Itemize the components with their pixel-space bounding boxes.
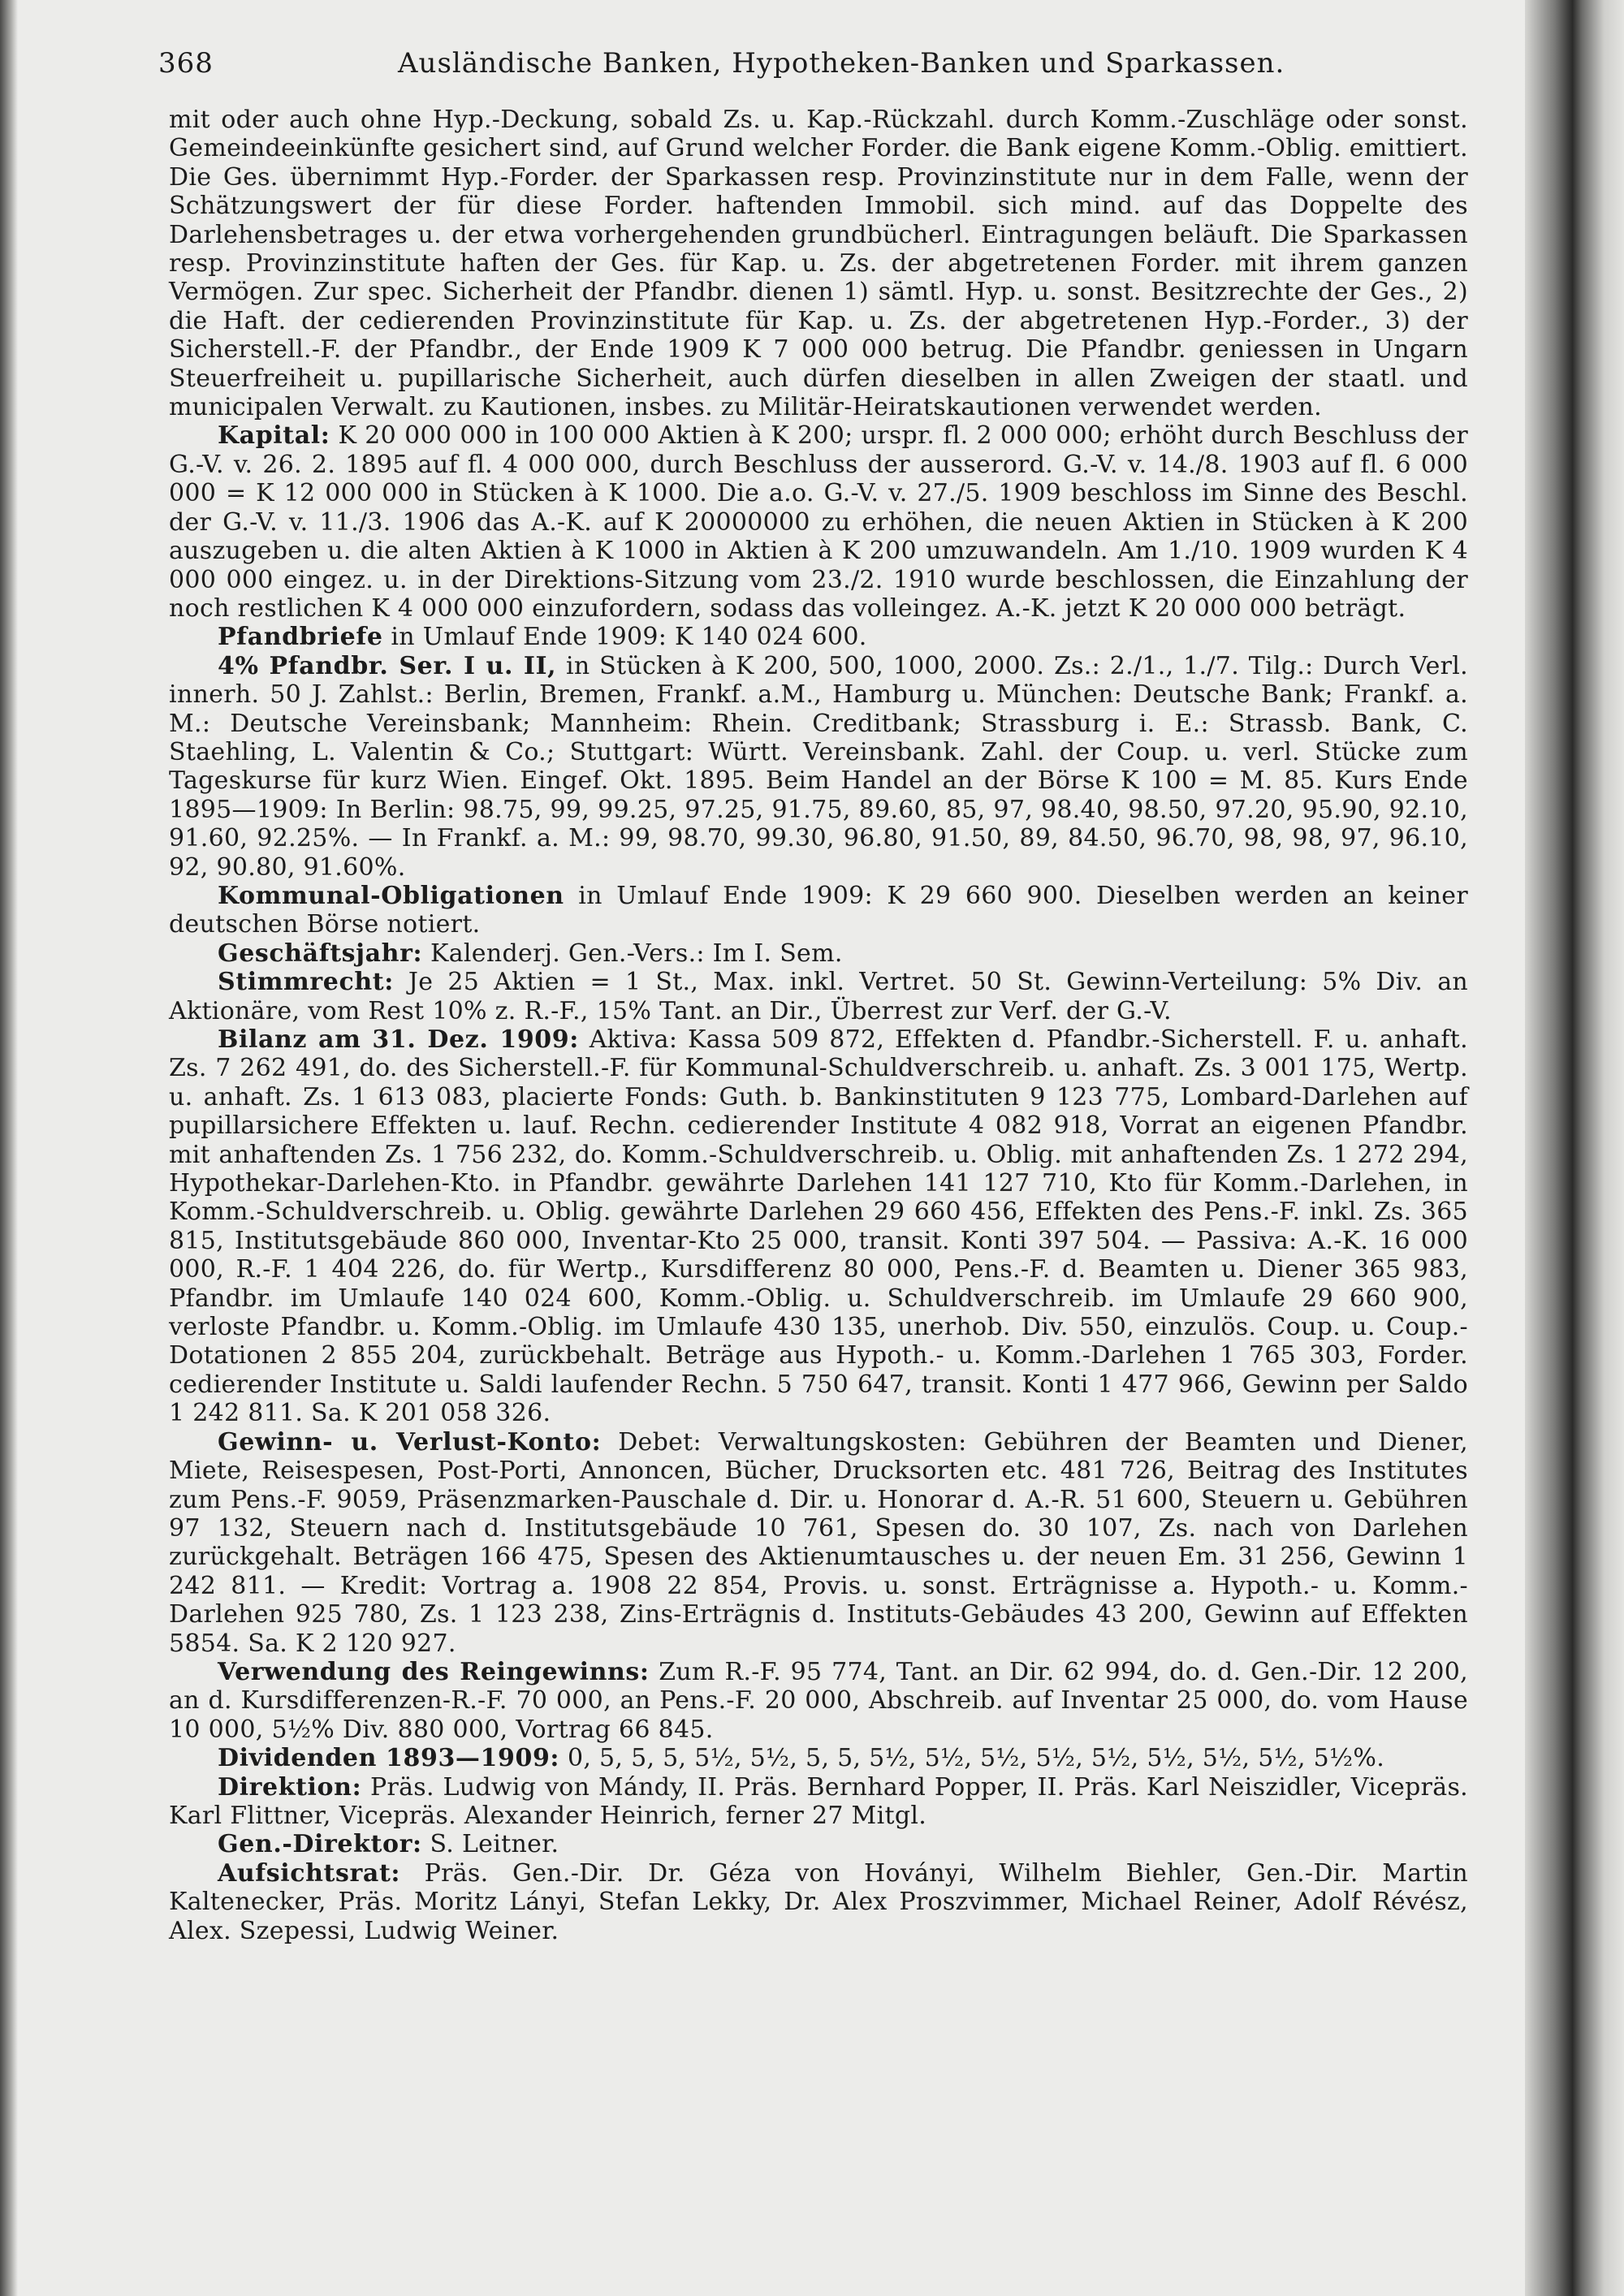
paragraph-text: in Umlauf Ende 1909: K 140 024 600. bbox=[382, 623, 867, 652]
paragraph-heading: Kommunal-Obligationen bbox=[218, 881, 564, 910]
page-number: 368 bbox=[158, 47, 214, 80]
paragraph-gewinn-verlust bbox=[169, 1428, 1468, 1658]
paragraph-gen-direktor bbox=[169, 1830, 1468, 1858]
paragraph-dividenden bbox=[169, 1744, 1468, 1772]
paragraph-heading: Dividenden 1893—1909: bbox=[218, 1744, 560, 1773]
paragraph-heading: 4% Pfandbr. Ser. I u. II, bbox=[218, 651, 557, 680]
paragraph-text: in Stücken à K 200, 500, 1000, 2000. Zs.: 2./1., 1./7. Tilg.: Durch Verl. innerh. 50 J. Zahlst.: Berlin, Bremen, Frankf. a.M., Hamburg u. München: Deutsche Bank; Frankf. a. M.: Deutsche Vereinsbank; Mannheim: Rhein. Creditbank; Strassburg i. E.: Strassb. Bank, C. Staehling, L. Valentin & Co.; Stuttgart: Württ. Vereinsbank. Zahl. der Coup. u. verl. Stücke zum Tageskurse für kurz Wien. Eingef. Okt. 1895. Beim Handel an der Börse K 100 = M. 85. Kurs Ende 1895—1909: In Berlin: 98.75, 99, 99.25, 97.25, 91.75, 89.60, 85, 97, 98.40, 98.50, 97.20, 95.90, 92.10, 91.60, 92.25%. — In Frankf. a. M.: 99, 98.70, 99.30, 96.80, 91.50, 89, 84.50, 96.70, 98, 98, 97, 96.10, 92, 90.80, 91.60%. bbox=[169, 651, 1469, 882]
paragraph-text: Je 25 Aktien = 1 St., Max. inkl. Vertret. 50 St. Gewinn-Verteilung: 5% Div. an Aktionäre, vom Rest 10% z. R.-F., 15% Tant. an Dir., Überrest zur Verf. der G.-V. bbox=[169, 968, 1468, 1025]
paragraph-aufsichtsrat bbox=[169, 1859, 1468, 1945]
paragraph-heading: Direktion: bbox=[218, 1772, 362, 1802]
paragraph-heading: Pfandbriefe bbox=[218, 623, 383, 652]
paragraph-text: K 20 000 000 in 100 000 Aktien à K 200; urspr. fl. 2 000 000; erhöht durch Beschluss der G.-V. v. 26. 2. 1895 auf fl. 4 000 000, durch Beschluss der ausserord. G.-V. v. 14./8. 1903 auf fl. 6 000 000 = K 12 000 000 in Stücken à K 1000. Die a.o. G.-V. v. 27./5. 1909 beschloss im Sinne des Beschl. der G.-V. v. 11./3. 1906 das A.-K. auf K 20000000 zu erhöhen, die neuen Aktien in Stücken à K 200 auszugeben u. die alten Aktien à K 1000 in Aktien à K 200 umzuwandeln. Am 1./10. 1909 wurden K 4 000 000 eingez. u. in der Direktions-Sitzung vom 23./2. 1910 wurde beschlossen, die Einzahlung der noch restlichen K 4 000 000 einzufordern, sodass das volleingez. A.-K. jetzt K 20 000 000 beträgt. bbox=[169, 421, 1468, 623]
paragraph-text: Präs. Ludwig von Mándy, II. Präs. Bernhard Popper, II. Präs. Karl Neiszidler, Vicepräs. Karl Flittner, Vicepräs. Alexander Heinrich, ferner 27 Mitgl. bbox=[169, 1772, 1468, 1830]
paragraph-kapital bbox=[169, 421, 1468, 623]
paragraph-text: 0, 5, 5, 5, 5½, 5½, 5, 5, 5½, 5½, 5½, 5½, 5½, 5½, 5½, 5½, 5½%. bbox=[559, 1744, 1385, 1773]
paragraph-text: Debet: Verwaltungskosten: Gebühren der Beamten und Diener, Miete, Reisespesen, Post-Porti, Annoncen, Bücher, Drucksorten etc. 481 726, Beitrag des Institutes zum Pens.-F. 9059, Präsenzmarken-Pauschale d. Dir. u. Honorar d. A.-R. 51 600, Steuern u. Gebühren 97 132, Steuern nach d. Institutsgebäude 10 761, Spesen do. 30 107, Zs. nach von Darlehen zurückgehalt. Beträgen 166 475, Spesen des Aktienumtausches u. der neuen Em. 31 256, Gewinn 1 242 811. — Kredit: Vortrag a. 1908 22 854, Provis. u. sonst. Erträgnisse a. Hypoth.- u. Komm.-Darlehen 925 780, Zs. 1 123 238, Zins-Erträgnis d. Instituts-Gebäudes 43 200, Gewinn auf Effekten 5854. Sa. K 2 120 927. bbox=[169, 1427, 1468, 1658]
paragraph-text: S. Leitner. bbox=[421, 1830, 559, 1859]
paragraph-heading: Bilanz am 31. Dez. 1909: bbox=[218, 1025, 579, 1054]
page-body bbox=[169, 106, 1468, 1945]
paragraph-pfandbriefe bbox=[169, 623, 1468, 651]
paragraph-text: Kalenderj. Gen.-Vers.: Im I. Sem. bbox=[422, 939, 843, 968]
paragraph-heading: Stimmrecht: bbox=[218, 968, 394, 997]
paragraph-kommunal-obligationen bbox=[169, 882, 1468, 939]
page-edge-shadow bbox=[0, 0, 18, 2296]
paragraph-stimmrecht bbox=[169, 968, 1468, 1025]
paragraph-verwendung bbox=[169, 1658, 1468, 1744]
paragraph-intro bbox=[169, 106, 1468, 421]
running-title: Ausländische Banken, Hypotheken-Banken und Sparkassen. bbox=[398, 47, 1285, 80]
paragraph-direktion bbox=[169, 1773, 1468, 1831]
paragraph-text: Präs. Gen.-Dir. Dr. Géza von Hoványi, Wilhelm Biehler, Gen.-Dir. Martin Kaltenecker, Präs. Moritz Lányi, Stefan Lekky, Dr. Alex Proszvimmer, Michael Reiner, Adolf Révész, Alex. Szepessi, Ludwig Weiner. bbox=[169, 1858, 1468, 1945]
paragraph-bilanz bbox=[169, 1025, 1468, 1428]
paragraph-text: mit oder auch ohne Hyp.-Deckung, sobald Zs. u. Kap.-Rückzahl. durch Komm.-Zuschläge oder sonst. Gemeindeeinkünfte gesichert sind, auf Grund welcher Forder. die Bank eigene Komm.-Oblig. emittiert. Die Ges. übernimmt Hyp.-Forder. der Sparkassen resp. Provinzinstitute nur in dem Falle, wenn der Schätzungswert der für diese Forder. haftenden Immobil. sich mind. auf das Doppelte des Darlehensbetrages u. der etwa vorhergehenden grundbücherl. Eintragungen beläuft. Die Sparkassen resp. Provinzinstitute haften der Ges. für Kap. u. Zs. der abgetretenen Forder. mit ihrem ganzen Vermögen. Zur spec. Sicherheit der Pfandbr. dienen 1) sämtl. Hyp. u. sonst. Besitzrechte der Ges., 2) die Haft. der cedierenden Provinzinstitute für Kap. u. Zs. der abgetretenen Hyp.-Forder., 3) der Sicherstell.-F. der Pfandbr., der Ende 1909 K 7 000 000 betrug. Die Pfandbr. geniessen in Ungarn Steuerfreiheit u. pupillarische Sicherheit, auch dürfen dieselben in allen Zweigen der staatl. und municipalen Verwalt. zu Kautionen, insbes. zu Militär-Heiratskautionen verwendet werden. bbox=[169, 106, 1468, 422]
paragraph-text: Zum R.-F. 95 774, Tant. an Dir. 62 994, do. d. Gen.-Dir. 12 200, an d. Kursdifferenzen-R.-F. 70 000, an Pens.-F. 20 000, Abschreib. auf Inventar 25 000, do. vom Hause 10 000, 5½% Div. 880 000, Vortrag 66 845. bbox=[169, 1657, 1469, 1744]
paragraph-heading: Aufsichtsrat: bbox=[218, 1858, 401, 1888]
paragraph-heading: Verwendung des Reingewinns: bbox=[218, 1657, 650, 1686]
paragraph-heading: Kapital: bbox=[218, 421, 330, 451]
paragraph-pfandbr-ser bbox=[169, 652, 1468, 882]
paragraph-text: Aktiva: Kassa 509 872, Effekten d. Pfandbr.-Sicherstell. F. u. anhaft. Zs. 7 262 491, do. des Sicherstell.-F. für Kommunal-Schuldverschreib. u. anhaft. Zs. 3 001 175, Wertp. u. anhaft. Zs. 1 613 083, placierte Fonds: Guth. b. Bankinstituten 9 123 775, Lombard-Darlehen auf pupillarsichere Effekten u. lauf. Rechn. cedierender Institute 4 082 918, Vorrat an eigenen Pfandbr. mit anhaftenden Zs. 1 756 232, do. Komm.-Schuldverschreib. u. Oblig. mit anhaftenden Zs. 1 272 294, Hypothekar-Darlehen-Kto. in Pfandbr. gewährte Darlehen 141 127 710, Kto für Komm.-Darlehen, in Komm.-Schuldverschreib. u. Oblig. gewährte Darlehen 29 660 456, Effekten des Pens.-F. inkl. Zs. 365 815, Institutsgebäude 860 000, Inventar-Kto 25 000, transit. Konti 397 504. — Passiva: A.-K. 16 000 000, R.-F. 1 404 226, do. für Wertp., Kursdifferenz 80 000, Pens.-F. d. Beamten u. Diener 365 983, Pfandbr. im Umlaufe 140 024 600, Komm.-Oblig. u. Schuldverschreib. im Umlaufe 29 660 900, verloste Pfandbr. u. Komm.-Oblig. im Umlaufe 430 135, unerhob. Div. 550, einzulös. Coup. u. Coup.-Dotationen 2 855 204, zurückbehalt. Beträge aus Hypoth.- u. Komm.-Darlehen 1 765 303, Forder. cedierender Institute u. Saldi laufender Rechn. 5 750 647, transit. Konti 1 477 966, Gewinn per Saldo 1 242 811. Sa. K 201 058 326. bbox=[169, 1025, 1469, 1428]
paragraph-heading: Gen.-Direktor: bbox=[218, 1830, 422, 1859]
paragraph-text: in Umlauf Ende 1909: K 29 660 900. Dieselben werden an keiner deutschen Börse notiert. bbox=[169, 881, 1468, 939]
book-gutter bbox=[1525, 0, 1624, 2296]
paragraph-geschaeftsjahr bbox=[169, 939, 1468, 968]
paragraph-heading: Geschäftsjahr: bbox=[218, 939, 423, 968]
page-header bbox=[158, 47, 1490, 88]
paragraph-heading: Gewinn- u. Verlust-Konto: bbox=[218, 1427, 602, 1457]
